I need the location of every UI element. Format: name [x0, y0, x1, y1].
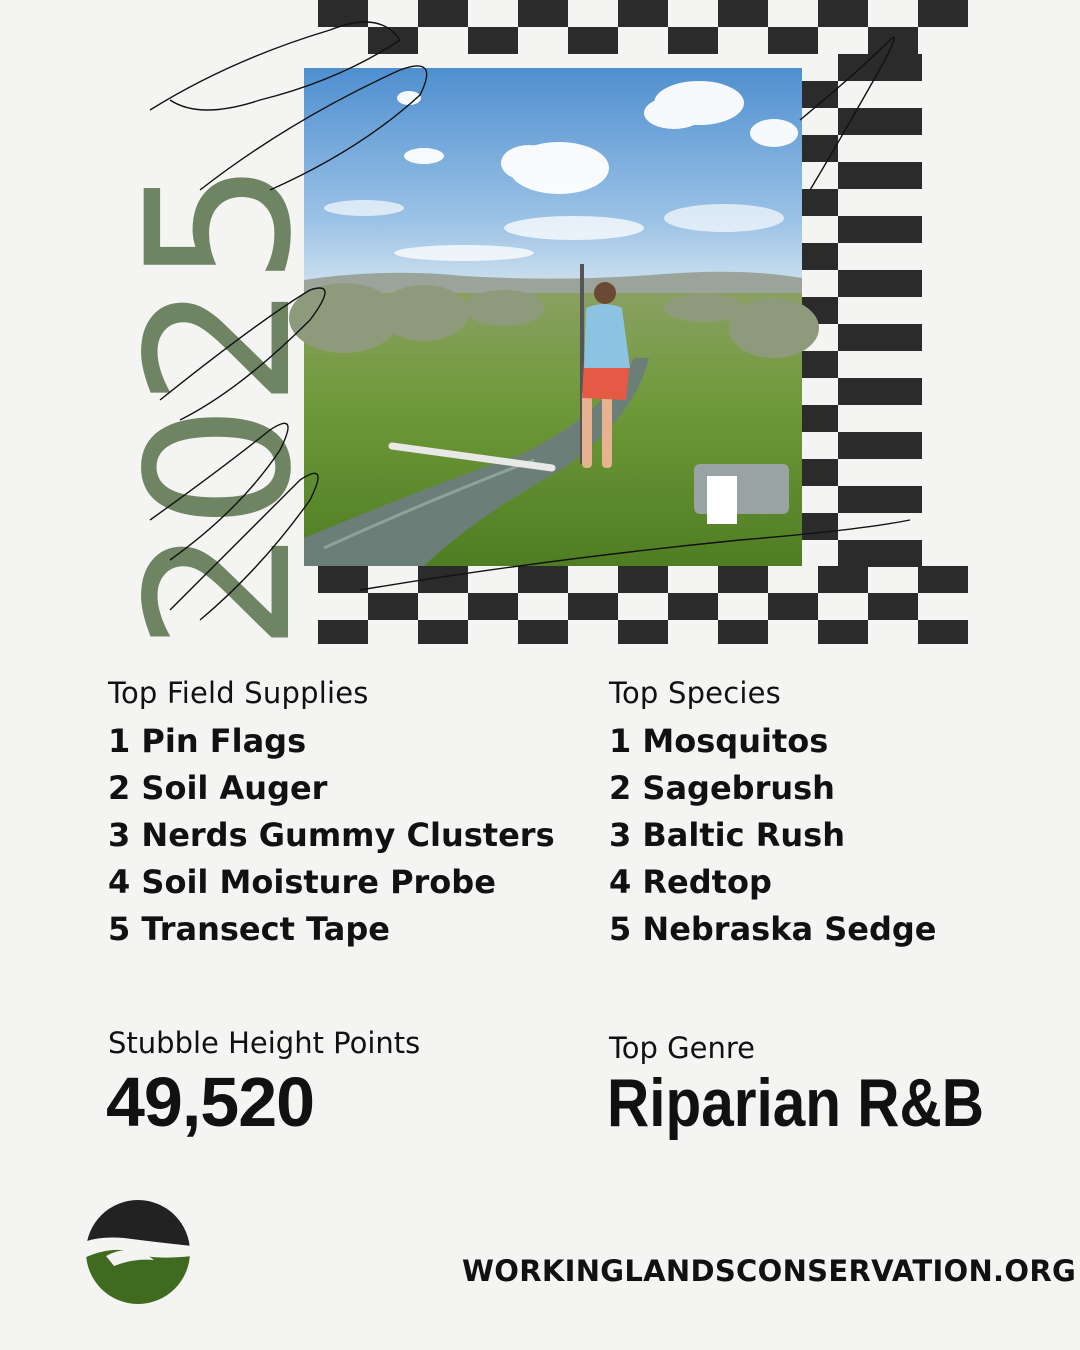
checker-cell: [868, 593, 918, 620]
top-field-supplies-list: [108, 676, 555, 953]
checker-cell: [818, 620, 868, 644]
checker-cell: [838, 486, 922, 513]
checker-cell: [838, 378, 922, 405]
supplies-title: Top Field Supplies: [108, 676, 369, 710]
top-genre-value: Riparian R&B: [607, 1065, 984, 1141]
checker-cell: [618, 0, 668, 27]
checker-cell: [838, 324, 922, 351]
checker-cell: [918, 566, 968, 593]
year-text: 2025: [104, 164, 335, 652]
checker-cell: [802, 351, 838, 378]
working-lands-logo-icon: [84, 1198, 192, 1306]
checker-cell: [368, 593, 418, 620]
species-item: 4 Redtop: [609, 863, 772, 901]
checker-cell: [418, 0, 468, 27]
checker-cell: [802, 81, 838, 108]
checker-cell: [718, 620, 768, 644]
checker-cell: [568, 593, 618, 620]
checker-cell: [418, 620, 468, 644]
checker-cell: [868, 27, 918, 54]
year-graphic: [104, 164, 335, 660]
checker-cell: [668, 27, 718, 54]
checker-cell: [568, 27, 618, 54]
species-item: 2 Sagebrush: [609, 769, 835, 807]
top-genre-label: Top Genre: [609, 1031, 755, 1065]
checker-cell: [838, 162, 922, 189]
checker-cell: [518, 0, 568, 27]
supplies-item: 4 Soil Moisture Probe: [108, 863, 496, 901]
checker-cell: [618, 566, 668, 593]
stubble-height-label: Stubble Height Points: [108, 1026, 421, 1060]
checker-cell: [618, 620, 668, 644]
checker-cell: [802, 243, 838, 270]
field-photo: [304, 68, 802, 566]
checker-cell: [802, 459, 838, 486]
checker-cell: [718, 566, 768, 593]
checker-cell: [838, 108, 922, 135]
checker-cell: [918, 0, 968, 27]
species-title: Top Species: [609, 676, 781, 710]
checker-cell: [318, 0, 368, 27]
species-item: 1 Mosquitos: [609, 722, 829, 760]
checker-cell: [418, 566, 468, 593]
checker-cell: [368, 27, 418, 54]
checker-cell: [838, 432, 922, 459]
checker-cell: [838, 540, 922, 567]
stubble-height-value: 49,520: [106, 1063, 315, 1141]
checker-cell: [918, 620, 968, 644]
checker-cell: [518, 566, 568, 593]
supplies-item: 5 Transect Tape: [108, 910, 390, 948]
checker-cell: [768, 27, 818, 54]
checker-cell: [818, 0, 868, 27]
checker-cell: [468, 27, 518, 54]
supplies-item: 1 Pin Flags: [108, 722, 307, 760]
checker-cell: [768, 593, 818, 620]
checker-cell: [668, 593, 718, 620]
checker-cell: [518, 620, 568, 644]
checker-cell: [838, 54, 922, 81]
checker-cell: [838, 270, 922, 297]
website-url[interactable]: WORKINGLANDSCONSERVATION.ORG: [462, 1254, 1077, 1288]
species-item: 5 Nebraska Sedge: [609, 910, 937, 948]
checker-cell: [802, 189, 838, 216]
checker-cell: [818, 566, 868, 593]
checker-cell: [468, 593, 518, 620]
checker-cell: [838, 216, 922, 243]
species-item: 3 Baltic Rush: [609, 816, 845, 854]
checker-cell: [802, 513, 838, 540]
checker-cell: [718, 0, 768, 27]
checker-cell: [802, 405, 838, 432]
checker-cell: [802, 135, 838, 162]
supplies-item: 3 Nerds Gummy Clusters: [108, 816, 555, 854]
top-species-list: [609, 676, 937, 953]
supplies-item: 2 Soil Auger: [108, 769, 328, 807]
